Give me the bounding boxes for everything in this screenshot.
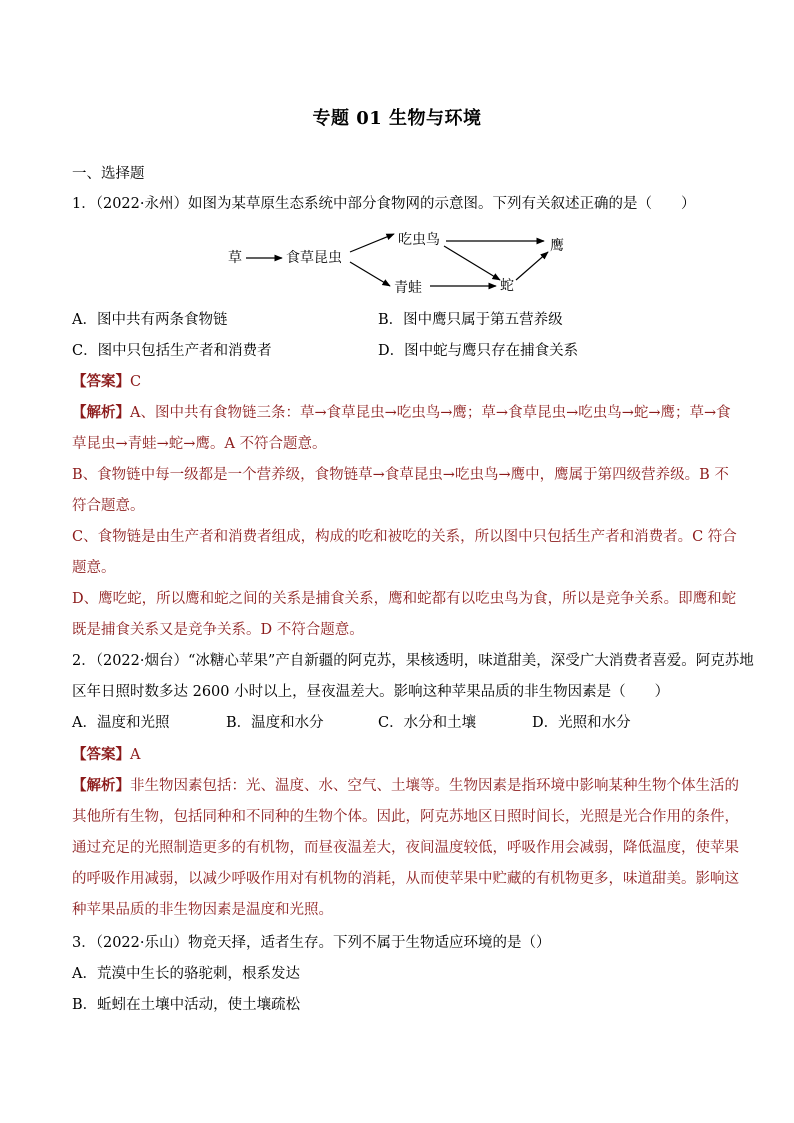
q2-analysis-line: 通过充足的光照制造更多的有机物，而昼夜温差大，夜间温度较低，呼吸作用会减弱，降低温度，使苹果 xyxy=(72,840,739,856)
q3-option-b: B．蚯蚓在土壤中活动，使土壤疏松 xyxy=(72,997,301,1013)
node-eagle: 鹰 xyxy=(550,238,564,254)
q2-analysis-line: 种苹果品质的非生物因素是温度和光照。 xyxy=(72,902,333,918)
arrow-insect-bird xyxy=(350,234,394,252)
node-snake: 蛇 xyxy=(500,278,514,294)
analysis-tag: 【解析】 xyxy=(72,404,130,421)
answer-value: A xyxy=(130,747,141,763)
q1-analysis-line: B、食物链中每一级都是一个营养级，食物链草→食草昆虫→吃虫鸟→鹰中，鹰属于第四级营养级。B 不 xyxy=(72,467,729,483)
q1-analysis-line: 题意。 xyxy=(72,560,116,576)
q2-analysis-line: 的呼吸作用减弱，以减少呼吸作用对有机物的消耗，从而使苹果中贮藏的有机物更多，味道甜美。影响这 xyxy=(72,871,739,887)
answer-value: C xyxy=(130,374,142,390)
q1-analysis-line: D、鹰吃蛇，所以鹰和蛇之间的关系是捕食关系，鹰和蛇都有以吃虫鸟为食，所以是竞争关系。即鹰和蛇 xyxy=(72,591,737,607)
q1-analysis-line: 既是捕食关系又是竞争关系。D 不符合题意。 xyxy=(72,622,364,638)
arrow-insect-frog xyxy=(350,262,390,286)
q1-analysis-line: 符合题意。 xyxy=(72,498,145,514)
q1-option-d: D．图中蛇与鹰只存在捕食关系 xyxy=(378,343,579,359)
analysis-text: A、图中共有食物链三条：草→食草昆虫→吃虫鸟→鹰；草→食草昆虫→吃虫鸟→蛇→鹰；草→食 xyxy=(130,405,731,421)
node-insect: 食草昆虫 xyxy=(286,250,342,266)
analysis-tag: 【解析】 xyxy=(72,777,130,794)
node-grass: 草 xyxy=(228,250,242,266)
q2-analysis-line: 其他所有生物，包括同种和不同种的生物个体。因此，阿克苏地区日照时间长，光照是光合作用的条件， xyxy=(72,809,739,825)
node-bird: 吃虫鸟 xyxy=(398,232,440,248)
q2-option-b: B．温度和水分 xyxy=(226,715,324,731)
q2-option-d: D．光照和水分 xyxy=(532,715,631,731)
page-title: 专题 01 生物与环境 xyxy=(312,108,482,129)
analysis-text: 非生物因素包括：光、温度、水、空气、土壤等。生物因素是指环境中影响某种生物个体生活的 xyxy=(130,778,739,794)
answer-tag: 【答案】 xyxy=(72,373,130,390)
q2-option-c: C．水分和土壤 xyxy=(378,715,477,731)
food-web-diagram xyxy=(218,224,578,304)
q3-stem: 3．（2022·乐山）物竞天择，适者生存。下列不属于生物适应环境的是（） xyxy=(72,935,551,951)
q2-analysis-line xyxy=(72,776,739,796)
node-frog: 青蛙 xyxy=(394,280,422,296)
q2-stem: 2．（2022·烟台）“冰糖心苹果”产自新疆的阿克苏，果核透明，味道甜美，深受广大消费者喜爱。阿克苏地 xyxy=(72,653,754,669)
q2-option-a: A．温度和光照 xyxy=(72,715,170,731)
q1-answer xyxy=(72,372,732,392)
q1-option-a: A．图中共有两条食物链 xyxy=(72,312,228,328)
q2-stem: 区年日照时数多达 2600 小时以上，昼夜温差大。影响这种苹果品质的非生物因素是（ ） xyxy=(72,684,670,700)
q3-option-a: A．荒漠中生长的骆驼刺，根系发达 xyxy=(72,966,300,982)
q2-answer xyxy=(72,745,732,765)
q1-analysis-line: C、食物链是由生产者和消费者组成，构成的吃和被吃的关系，所以图中只包括生产者和消费者。C 符合 xyxy=(72,529,737,545)
q1-analysis-line: 草昆虫→青蛙→蛇→鹰。A 不符合题意。 xyxy=(72,436,327,452)
answer-tag: 【答案】 xyxy=(72,746,130,763)
arrow-snake-eagle xyxy=(516,252,548,280)
arrow-bird-snake xyxy=(444,246,500,280)
q1-stem: 1．（2022·永州）如图为某草原生态系统中部分食物网的示意图。下列有关叙述正确的是（ ） xyxy=(72,196,696,212)
q1-option-c: C．图中只包括生产者和消费者 xyxy=(72,343,272,359)
q1-option-b: B．图中鹰只属于第五营养级 xyxy=(378,312,563,328)
section-heading: 一、选择题 xyxy=(72,166,145,182)
q1-analysis-line xyxy=(72,403,732,423)
